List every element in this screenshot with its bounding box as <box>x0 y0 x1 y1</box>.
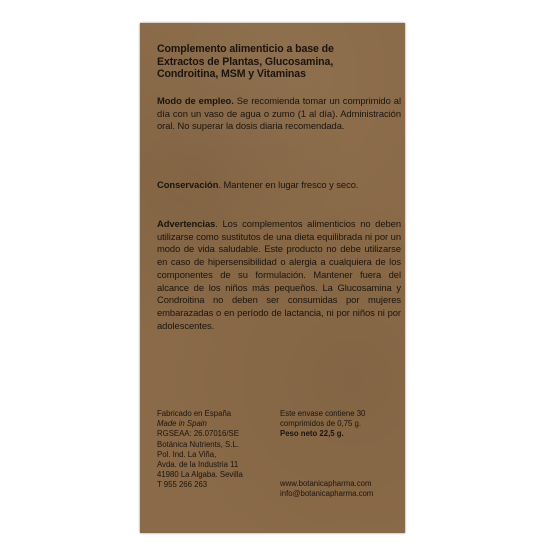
rgseaa-number: RGSEAA: 26.07016/SE <box>157 429 239 439</box>
company-name: Botánica Nutrients, S.L. <box>157 439 239 449</box>
phone-number: T 955 266 263 <box>157 480 208 490</box>
contents-line-1: Este envase contiene 30 <box>280 409 366 418</box>
usage-heading: Modo de empleo. <box>157 95 234 106</box>
warnings-text: . Los complementos alimenticios no deben utilizarse como sustitutos de una dieta equilibrada ni por un modo de vida saludable. Este producto no debe utilizarse en caso de hipersensibilidad o alergia a cualquiera de los componentes de su formulación. Mantener fuera del alcance de los niños más pequeños. La Glucosamina y Condroitina no deben ser consumidas por mujeres embarazadas o en período de lactancia, ni por niños ni por adolescentes. <box>157 218 401 331</box>
usage-text: Se recomienda tomar un comprimido al día con un vaso de agua o zumo (1 al día). Administración oral. No superar la dosis diaria recomendada. <box>157 95 401 132</box>
product-label-card <box>140 23 405 533</box>
storage-section <box>157 179 401 192</box>
net-weight: Peso neto 22,5 g. <box>280 429 344 439</box>
address-city: 41980 La Algaba. Sevilla <box>157 470 243 480</box>
address-pol: Pol. Ind. La Viña, <box>157 449 217 459</box>
title-line-1: Complemento alimenticio a base de <box>157 43 334 55</box>
package-contents <box>280 409 405 440</box>
contents-line-2: comprimidos de 0,75 g. <box>280 419 362 429</box>
website-link: www.botanicapharma.com <box>280 479 372 488</box>
title-line-3: Condroitina, MSM y Vitaminas <box>157 68 306 81</box>
contact-web <box>280 479 405 499</box>
made-in-spain-es: Fabricado en España <box>157 409 232 418</box>
title-line-2: Extractos de Plantas, Glucosamina, <box>157 55 334 68</box>
product-title <box>157 43 397 81</box>
warnings-section <box>157 218 401 332</box>
email-link: info@botanicapharma.com <box>280 489 374 499</box>
manufacturer-info <box>157 409 277 491</box>
usage-section <box>157 95 401 133</box>
storage-text: . Mantener en lugar fresco y seco. <box>218 179 359 190</box>
storage-heading: Conservación <box>157 179 219 190</box>
warnings-heading: Advertencias <box>157 218 216 229</box>
made-in-spain-en: Made in Spain <box>157 419 207 429</box>
address-street: Avda. de la Industria 11 <box>157 460 239 470</box>
